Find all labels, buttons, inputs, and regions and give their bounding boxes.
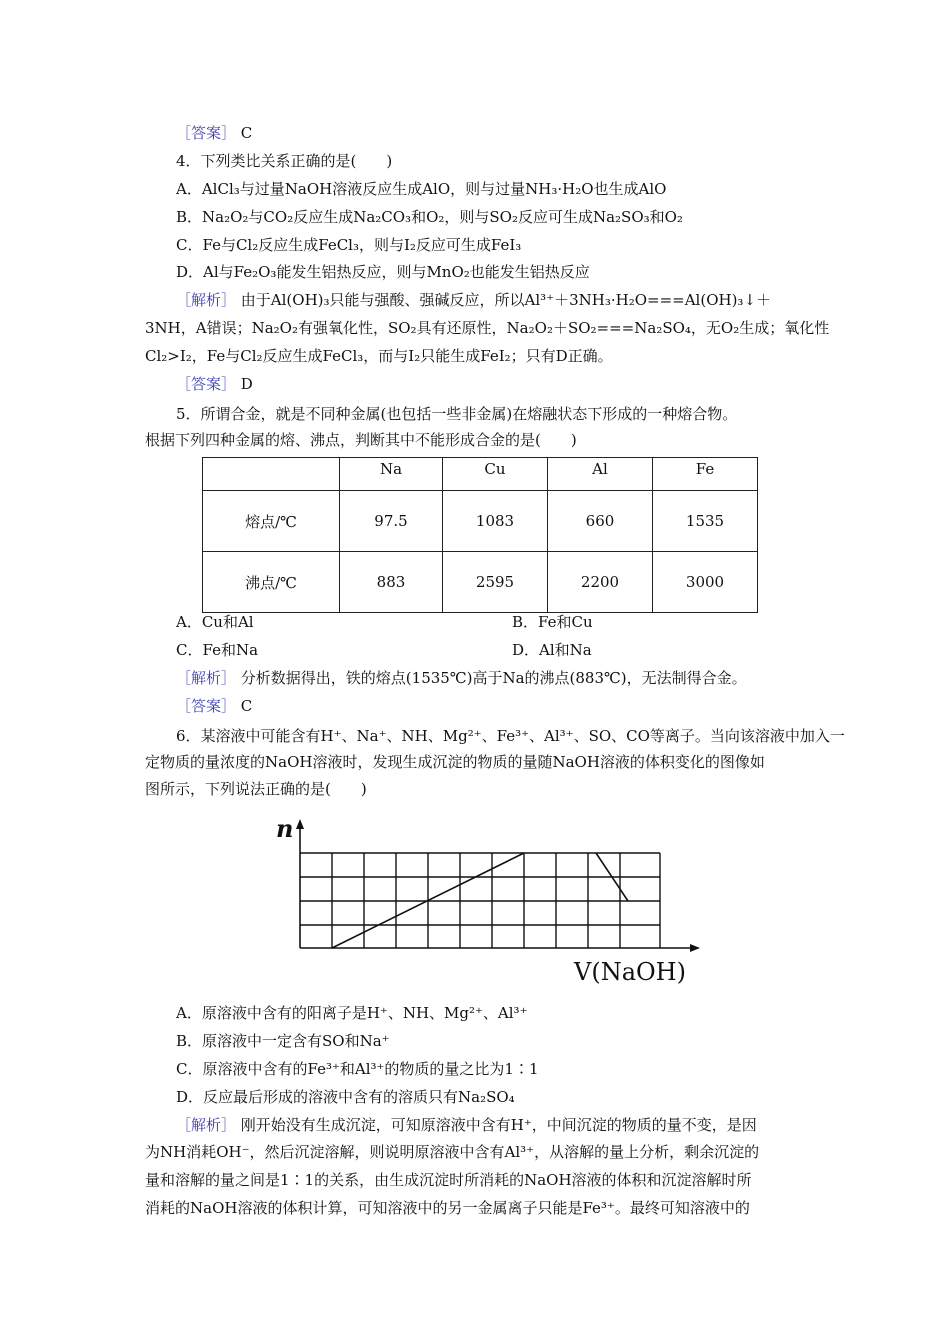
q6-analysis-line: 量和溶解的量之间是1∶1的关系，由生成沉淀时所消耗的NaOH溶液的体积和沉淀溶解时所 xyxy=(145,1171,752,1189)
analysis-text: 由于Al(OH)₃只能与强酸、强碱反应，所以Al³⁺＋3NH₃·H₂O===Al(OH)₃↓＋ xyxy=(240,291,772,309)
x-axis-arrow-icon xyxy=(690,944,700,952)
q5-option-b: B．Fe和Cu xyxy=(512,613,593,631)
q3-answer xyxy=(176,123,252,143)
answer-value: C xyxy=(240,697,253,715)
q5-analysis xyxy=(176,668,747,688)
table-cell: 883 xyxy=(340,552,443,613)
answer-tag: ［答案］ xyxy=(176,124,237,142)
q6-analysis-line: 为NH消耗OH⁻，然后沉淀溶解，则说明原溶液中含有Al³⁺，从溶解的量上分析，剩余沉淀的 xyxy=(145,1143,760,1161)
table-cell: 2200 xyxy=(548,552,653,613)
analysis-tag: ［解析］ xyxy=(176,1116,237,1134)
q5-stem: 5．所谓合金，就是不同种金属(也包括一些非金属)在熔融状态下形成的一种熔合物。 xyxy=(176,405,738,423)
table-cell: 沸点/℃ xyxy=(203,552,340,613)
answer-value: C xyxy=(240,124,253,142)
table-cell: 660 xyxy=(548,491,653,552)
table-cell: 1083 xyxy=(443,491,548,552)
q4-option-b: B．Na₂O₂与CO₂反应生成Na₂CO₃和O₂，则与SO₂反应可生成Na₂SO₃和O₂ xyxy=(176,208,683,226)
q5-option-d: D．Al和Na xyxy=(512,641,592,659)
q4-option-d: D．Al与Fe₂O₃能发生铝热反应，则与MnO₂也能发生铝热反应 xyxy=(176,263,590,281)
table-header-cell: Cu xyxy=(443,458,548,491)
q4-analysis-line: 3NH，A错误；Na₂O₂有强氧化性，SO₂具有还原性，Na₂O₂＋SO₂===Na₂SO₄，无O₂生成；氧化性 xyxy=(145,319,830,337)
q5-stem-line: 根据下列四种金属的熔、沸点，判断其中不能形成合金的是( ) xyxy=(145,431,577,449)
q4-option-a: A．AlCl₃与过量NaOH溶液反应生成AlO，则与过量NH₃·H₂O也生成AlO xyxy=(176,180,667,198)
analysis-text: 分析数据得出，铁的熔点(1535℃)高于Na的沸点(883℃)，无法制得合金。 xyxy=(240,669,747,687)
q4-stem: 4．下列类比关系正确的是( ) xyxy=(176,152,393,170)
table-cell: 97.5 xyxy=(340,491,443,552)
q6-analysis xyxy=(176,1115,757,1135)
table-row xyxy=(203,552,758,613)
analysis-tag: ［解析］ xyxy=(176,291,237,309)
answer-tag: ［答案］ xyxy=(176,697,237,715)
y-axis-arrow-icon xyxy=(296,819,304,829)
table-row xyxy=(203,491,758,552)
table-header-cell: Fe xyxy=(653,458,758,491)
table-header-cell: Na xyxy=(340,458,443,491)
table-header-cell xyxy=(203,458,340,491)
q4-analysis-line: Cl₂>I₂，Fe与Cl₂反应生成FeCl₃，而与I₂只能生成FeI₂；只有D正确。 xyxy=(145,347,613,365)
q6-analysis-line: 消耗的NaOH溶液的体积计算，可知溶液中的另一金属离子只能是Fe³⁺。最终可知溶液中的 xyxy=(145,1199,750,1217)
table-cell: 1535 xyxy=(653,491,758,552)
q4-analysis xyxy=(176,290,771,310)
q5-answer xyxy=(176,696,252,716)
table-cell: 2595 xyxy=(443,552,548,613)
q4-option-c: C．Fe与Cl₂反应生成FeCl₃，则与I₂反应可生成FeI₃ xyxy=(176,236,522,254)
q6-option-b: B．原溶液中一定含有SO和Na⁺ xyxy=(176,1032,390,1050)
q4-answer xyxy=(176,374,253,394)
q6-option-a: A．原溶液中含有的阳离子是H⁺、NH、Mg²⁺、Al³⁺ xyxy=(176,1004,528,1022)
q5-option-a: A．Cu和Al xyxy=(176,613,254,631)
answer-tag: ［答案］ xyxy=(176,375,237,393)
y-axis-label: n xyxy=(276,815,294,843)
table-header-cell: Al xyxy=(548,458,653,491)
table-cell: 熔点/℃ xyxy=(203,491,340,552)
q5-option-c: C．Fe和Na xyxy=(176,641,259,659)
precipitate-graph xyxy=(270,815,720,990)
q6-stem-line: 定物质的量浓度的NaOH溶液时，发现生成沉淀的物质的量随NaOH溶液的体积变化的图像如 xyxy=(145,753,765,771)
table-header-row xyxy=(203,458,758,491)
q6-stem-line: 图所示，下列说法正确的是( ) xyxy=(145,780,367,798)
answer-value: D xyxy=(240,375,253,393)
analysis-tag: ［解析］ xyxy=(176,669,237,687)
x-axis-label: V(NaOH) xyxy=(574,958,686,986)
table-cell: 3000 xyxy=(653,552,758,613)
q6-stem: 6．某溶液中可能含有H⁺、Na⁺、NH、Mg²⁺、Fe³⁺、Al³⁺、SO、CO等离子。当向该溶液中加入一 xyxy=(176,727,845,745)
q6-option-c: C．原溶液中含有的Fe³⁺和Al³⁺的物质的量之比为1∶1 xyxy=(176,1060,539,1078)
q6-option-d: D．反应最后形成的溶液中含有的溶质只有Na₂SO₄ xyxy=(176,1088,515,1106)
analysis-text: 刚开始没有生成沉淀，可知原溶液中含有H⁺，中间沉淀的物质的量不变，是因 xyxy=(240,1116,757,1134)
melting-boiling-table xyxy=(202,457,758,613)
